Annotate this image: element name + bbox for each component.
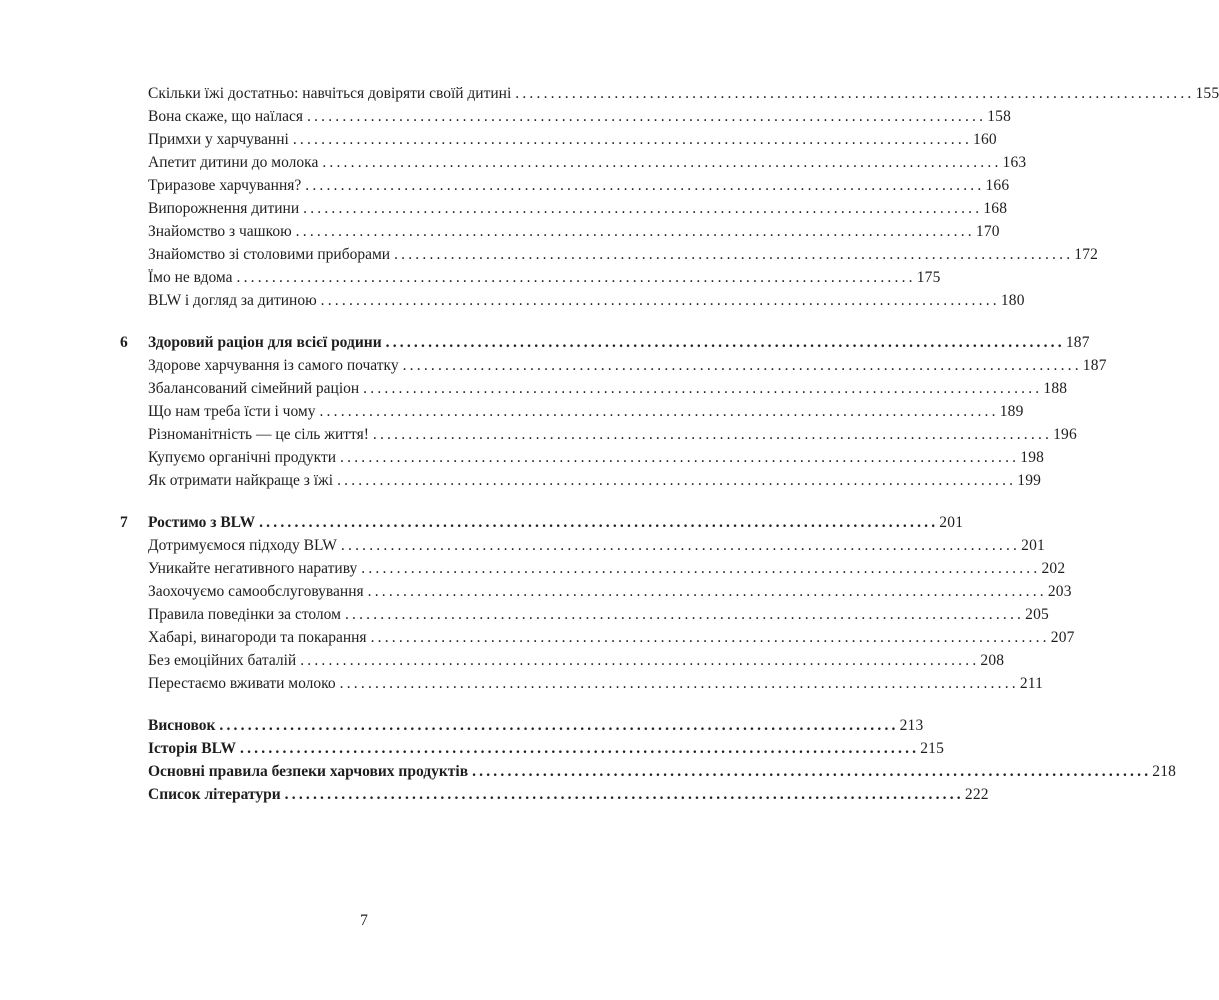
- toc-entry-page: 155: [1195, 85, 1219, 102]
- toc-entry-page: 207: [1050, 629, 1075, 646]
- toc-entry: Їмо не вдома ................................................................................................ 175: [120, 266, 608, 289]
- toc-entry-page: 175: [916, 269, 941, 286]
- toc-entry-page: 158: [987, 108, 1012, 125]
- toc-entry-page: 201: [1021, 537, 1045, 554]
- toc-back-entry: Основні правила безпеки харчових продуктів ................................................................................................ 218: [120, 760, 608, 783]
- toc-entry: Примхи у харчуванні ................................................................................................ 160: [120, 128, 608, 151]
- toc-entry-page: 196: [1053, 426, 1077, 443]
- back-entry-title: Список літератури: [148, 786, 281, 803]
- toc-entry-page: 170: [975, 223, 1000, 240]
- toc-entry: Хабарі, винагороди та покарання ................................................................................................ 207: [120, 626, 608, 649]
- toc-entry-page: 188: [1043, 380, 1068, 397]
- back-entry-page: 215: [920, 740, 945, 757]
- toc-entry-title: Примхи у харчуванні: [148, 131, 289, 148]
- toc-entry-page: 198: [1020, 449, 1045, 466]
- toc-entry-title: Хабарі, винагороди та покарання: [148, 629, 367, 646]
- toc-entry-title: Апетит дитини до молока: [148, 154, 319, 171]
- toc-entry: Здорове харчування із самого початку ................................................................................................ 187: [120, 354, 608, 377]
- chapter-number: 6: [120, 334, 128, 351]
- back-entry-title: Історія BLW: [148, 740, 237, 757]
- toc-entry-page: 163: [1002, 154, 1027, 171]
- toc-entry-page: 172: [1074, 246, 1099, 263]
- toc-entry: Випорожнення дитини ................................................................................................ 168: [120, 197, 608, 220]
- toc-entry: Скільки їжі достатньо: навчіться довіряти своїй дитині ................................................................................................ 155: [120, 82, 608, 105]
- toc-entry: Що нам треба їсти і чому ................................................................................................ 189: [120, 400, 608, 423]
- toc-back-entry: Список літератури ................................................................................................ 222: [120, 783, 608, 806]
- toc-entry-title: Знайомство з чашкою: [148, 223, 292, 240]
- toc-entry: Уникайте негативного наративу ................................................................................................ 202: [120, 557, 608, 580]
- chapter-page: 201: [939, 514, 964, 531]
- toc-entry: Купуємо органічні продукти ................................................................................................ 198: [120, 446, 608, 469]
- toc-entry-page: 208: [980, 652, 1005, 669]
- toc-entry: Дотримуємося підходу BLW ................................................................................................ 201: [120, 534, 608, 557]
- toc-entry-title: Уникайте негативного наративу: [148, 560, 358, 577]
- toc-chapter-heading: 6 Здоровий раціон для всієї родини ................................................................................................ 187: [120, 331, 608, 354]
- toc-entry-title: Дотримуємося підходу BLW: [148, 537, 337, 554]
- table-of-contents: [120, 82, 1219, 806]
- toc-entry: Перестаємо вживати молоко ................................................................................................ 211: [120, 672, 608, 695]
- toc-entry: Вона скаже, що наїлася ................................................................................................ 158: [120, 105, 608, 128]
- toc-back-entry: Висновок ................................................................................................ 213: [120, 714, 608, 737]
- toc-entry-title: Їмо не вдома: [148, 269, 233, 286]
- toc-entry-title: Як отримати найкраще з їжі: [148, 472, 334, 489]
- toc-entry-page: 211: [1019, 675, 1044, 692]
- toc-back-matter: [120, 714, 1177, 806]
- toc-entry: Без емоційних баталій ................................................................................................ 208: [120, 649, 608, 672]
- toc-entry: Апетит дитини до молока ................................................................................................ 163: [120, 151, 608, 174]
- toc-entry: Знайомство з чашкою ................................................................................................ 170: [120, 220, 608, 243]
- toc-entry: BLW і догляд за дитиною ................................................................................................ 180: [120, 289, 608, 312]
- toc-entry-title: Здорове харчування із самого початку: [148, 357, 399, 374]
- toc-group-continued: [120, 82, 1219, 312]
- toc-entry-title: Правила поведінки за столом: [148, 606, 341, 623]
- back-entry-title: Основні правила безпеки харчових продуктів: [148, 763, 469, 780]
- chapter-number: 7: [120, 514, 128, 531]
- toc-entry-title: Знайомство зі столовими приборами: [148, 246, 391, 263]
- page-number: 7: [360, 912, 368, 929]
- toc-entry-page: 203: [1047, 583, 1072, 600]
- toc-entry-page: 187: [1082, 357, 1107, 374]
- toc-entry-title: Випорожнення дитини: [148, 200, 300, 217]
- toc-entry: Збалансований сімейний раціон ................................................................................................ 188: [120, 377, 608, 400]
- toc-entry-title: Різноманітність — це сіль життя!: [148, 426, 369, 443]
- toc-entry: Триразове харчування? ................................................................................................ 166: [120, 174, 608, 197]
- toc-entry-title: Що нам треба їсти і чому: [148, 403, 316, 420]
- toc-entry-page: 202: [1041, 560, 1066, 577]
- toc-entry-title: Без емоційних баталій: [148, 652, 297, 669]
- toc-entry-page: 168: [983, 200, 1008, 217]
- toc-entry: Як отримати найкраще з їжі ................................................................................................ 199: [120, 469, 608, 492]
- chapter-title: Ростимо з BLW: [148, 514, 256, 531]
- toc-entry-title: Вона скаже, що наїлася: [148, 108, 303, 125]
- toc-entry-title: Перестаємо вживати молоко: [148, 675, 336, 692]
- toc-entry-page: 166: [985, 177, 1010, 194]
- toc-entry: Різноманітність — це сіль життя! ................................................................................................ 196: [120, 423, 608, 446]
- toc-entry: Заохочуємо самообслуговування ................................................................................................ 203: [120, 580, 608, 603]
- toc-chapter-6: [120, 331, 1107, 492]
- toc-entry-title: Заохочуємо самообслуговування: [148, 583, 364, 600]
- toc-back-entry: Історія BLW ................................................................................................ 215: [120, 737, 608, 760]
- toc-entry-title: Купуємо органічні продукти: [148, 449, 337, 466]
- toc-entry-page: 199: [1017, 472, 1042, 489]
- toc-entry-page: 189: [999, 403, 1024, 420]
- back-entry-page: 213: [899, 717, 924, 734]
- toc-entry-title: Збалансований сімейний раціон: [148, 380, 360, 397]
- toc-entry-title: Триразове харчування?: [148, 177, 302, 194]
- back-entry-title: Висновок: [148, 717, 216, 734]
- chapter-title: Здоровий раціон для всієї родини: [148, 334, 382, 351]
- toc-entry-page: 205: [1025, 606, 1049, 623]
- toc-entry: Знайомство зі столовими приборами ................................................................................................ 172: [120, 243, 608, 266]
- toc-entry-title: Скільки їжі достатньо: навчіться довіряти своїй дитині: [148, 85, 512, 102]
- toc-entry: Правила поведінки за столом ................................................................................................ 205: [120, 603, 608, 626]
- toc-entry-page: 180: [1000, 292, 1025, 309]
- toc-entry-title: BLW і догляд за дитиною: [148, 292, 317, 309]
- toc-chapter-7: [120, 511, 1075, 695]
- back-entry-page: 222: [964, 786, 989, 803]
- back-entry-page: 218: [1152, 763, 1177, 780]
- toc-chapter-heading: 7 Ростимо з BLW ................................................................................................ 201: [120, 511, 608, 534]
- chapter-page: 187: [1065, 334, 1090, 351]
- toc-entry-page: 160: [973, 131, 997, 148]
